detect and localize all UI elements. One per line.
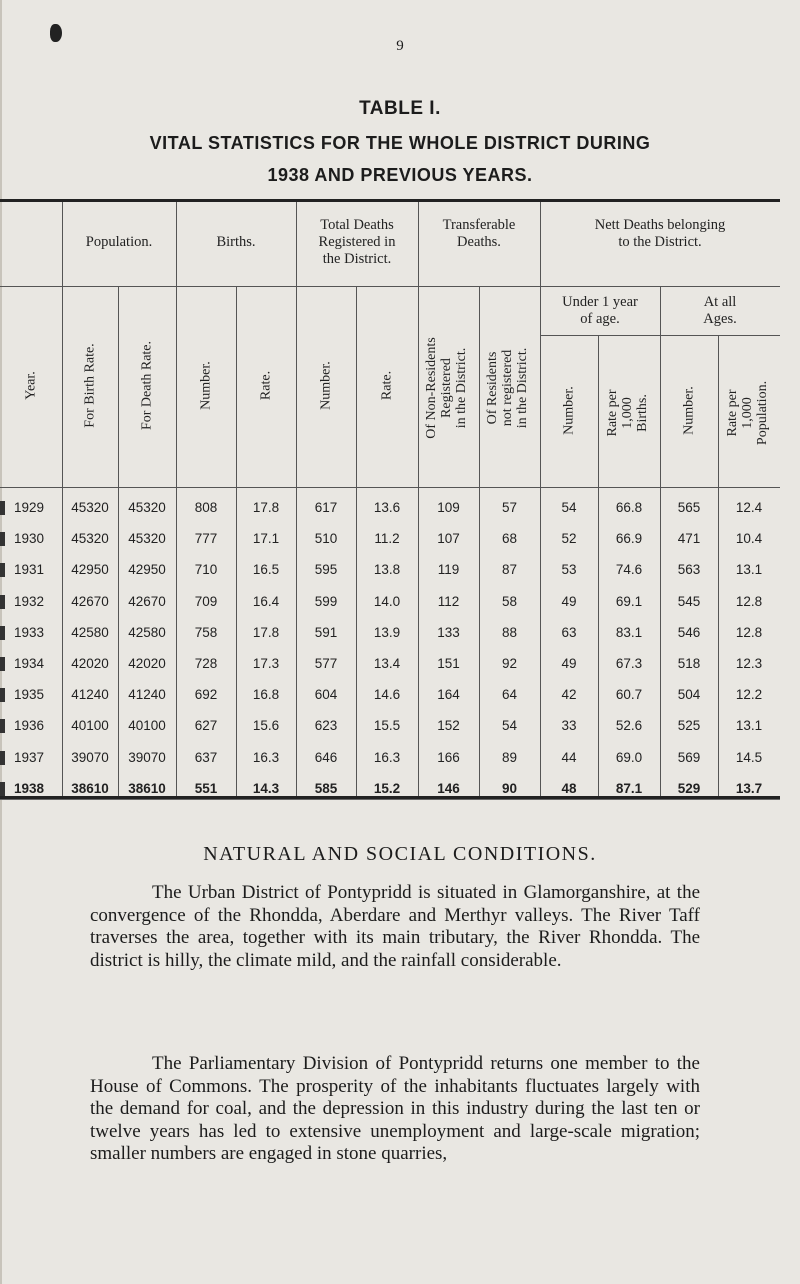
margin-mark — [0, 751, 5, 765]
body-divider — [0, 487, 780, 488]
table-cell: 89 — [501, 749, 518, 765]
table-cell: 49 — [561, 656, 577, 671]
table-cell: 45320 — [128, 500, 166, 515]
table-cell: 90 — [501, 780, 518, 796]
table-cell: 40100 — [128, 718, 166, 734]
table-cell: 152 — [437, 718, 460, 734]
paragraph: The Parliamentary Division of Pontypridd returns one member to the House of Commons. The prosperity of the inhabitants fluctuates largely with the demand for coal, and the depression in this industry during the last ten or twelve years has led to extensive unemployment and large-scale migration; smaller numbers are engaged in stone quarries, — [90, 1053, 700, 1164]
table-cell: 709 — [194, 593, 218, 609]
table-cell: 42 — [561, 687, 577, 703]
year-cell: 1931 — [14, 562, 45, 578]
table-cell: 39070 — [128, 749, 166, 765]
table-cell: 133 — [437, 624, 460, 640]
table-title: TABLE I. — [359, 98, 441, 119]
year-cell: 1936 — [14, 718, 45, 734]
table-cell: 546 — [677, 624, 701, 640]
year-cell: 1938 — [14, 780, 45, 796]
under-1-year-header: Under 1 year of age. — [562, 294, 638, 327]
margin-mark — [0, 501, 5, 515]
table-cell: 15.2 — [373, 780, 401, 796]
table-cell: 60.7 — [615, 687, 643, 703]
page-number: 9 — [396, 38, 404, 54]
page-edge — [0, 0, 2, 1284]
table-cell: 40100 — [71, 718, 109, 734]
table-cell: 39070 — [71, 749, 109, 765]
table-cell: 44 — [561, 749, 577, 765]
year-cell: 1935 — [14, 687, 45, 703]
margin-mark — [0, 782, 5, 796]
year-col-header: Year. — [23, 371, 39, 400]
table-cell: 48 — [561, 780, 577, 796]
birth-rate-col-header: For Birth Rate. — [82, 343, 98, 428]
table-cell: 68 — [501, 531, 518, 547]
table-cell: 565 — [677, 500, 701, 515]
table-cell: 66.9 — [615, 531, 643, 547]
table-cell: 585 — [314, 780, 338, 796]
table-cell: 14.3 — [252, 780, 280, 796]
col-divider — [540, 202, 541, 796]
table-bottom-subrule — [0, 799, 780, 800]
table-cell: 92 — [501, 656, 518, 671]
deaths-rate-col-header: Rate. — [379, 370, 395, 401]
table-cell: 692 — [194, 687, 218, 703]
table-cell: 42020 — [71, 656, 109, 671]
table-cell: 551 — [194, 780, 218, 796]
table-cell: 16.3 — [373, 749, 401, 765]
table-cell: 599 — [314, 593, 338, 609]
table-cell: 151 — [437, 656, 460, 671]
table-cell: 42670 — [71, 593, 109, 609]
births-header: Births. — [216, 234, 256, 250]
table-cell: 69.0 — [615, 749, 643, 765]
non-residents-col-header: Of Non-Residents Registered in the District. — [424, 337, 469, 439]
births-rate-col-header: Rate. — [258, 370, 274, 401]
table-cell: 13.6 — [373, 500, 401, 515]
table-cell: 777 — [194, 531, 218, 547]
table-cell: 146 — [437, 780, 460, 796]
table-cell: 14.6 — [373, 687, 401, 703]
table-cell: 518 — [677, 656, 701, 671]
table-cell: 17.8 — [252, 500, 280, 515]
table-cell: 66.8 — [615, 500, 643, 515]
table-cell: 109 — [437, 500, 460, 515]
table-cell: 42580 — [128, 624, 166, 640]
year-cell: 1929 — [14, 500, 45, 515]
table-cell: 710 — [194, 562, 218, 578]
table-cell: 38610 — [71, 780, 109, 796]
table-cell: 16.4 — [252, 593, 280, 609]
table-top-rule — [0, 199, 780, 202]
table-cell: 87 — [501, 562, 518, 578]
table-cell: 14.0 — [373, 593, 401, 609]
table-cell: 83.1 — [615, 624, 643, 640]
paragraph: The Urban District of Pontypridd is situated in Glamorganshire, at the convergence of the Rhondda, Aberdare and Merthyr valleys. The River Taff traverses the area, together with its main tributary, the River Rhondda. The district is hilly, the climate mild, and the rainfall considerable. — [90, 882, 700, 971]
table-cell: 49 — [561, 593, 577, 609]
margin-mark — [0, 626, 5, 640]
transferable-deaths-header: Transferable Deaths. — [442, 217, 516, 250]
table-cell: 54 — [501, 718, 518, 734]
table-cell: 13.1 — [735, 718, 763, 734]
table-cell: 107 — [437, 531, 460, 547]
table-cell: 604 — [314, 687, 338, 703]
table-cell: 504 — [677, 687, 701, 703]
residents-col-header: Of Residents not registered in the District. — [485, 347, 530, 429]
table-cell: 88 — [501, 624, 518, 640]
table-cell: 45320 — [128, 531, 166, 547]
table-cell: 11.2 — [374, 531, 400, 547]
table-cell: 617 — [314, 500, 338, 515]
table-cell: 627 — [194, 718, 218, 734]
births-number-col-header: Number. — [198, 361, 214, 410]
margin-mark — [0, 532, 5, 546]
table-cell: 38610 — [128, 780, 166, 796]
table-cell: 52 — [561, 531, 577, 547]
table-cell: 17.1 — [252, 531, 280, 547]
table-cell: 119 — [437, 562, 460, 578]
table-cell: 17.3 — [252, 656, 280, 671]
table-cell: 41240 — [71, 687, 109, 703]
table-cell: 13.1 — [735, 562, 763, 578]
table-cell: 563 — [677, 562, 701, 578]
total-deaths-header: Total Deaths Registered in the District. — [318, 217, 396, 267]
nett-deaths-header: Nett Deaths belonging to the District. — [594, 217, 726, 250]
table-cell: 164 — [437, 687, 460, 703]
all-ages-header: At all Ages. — [703, 294, 737, 327]
table-cell: 33 — [561, 718, 577, 734]
col-divider — [176, 202, 177, 796]
all-rate-col-header: Rate per 1,000 Population. — [725, 380, 770, 446]
table-cell: 166 — [437, 749, 460, 765]
table-cell: 42580 — [71, 624, 109, 640]
table-cell: 623 — [314, 718, 338, 734]
table-cell: 510 — [314, 531, 338, 547]
table-cell: 15.6 — [252, 718, 280, 734]
table-cell: 12.3 — [735, 656, 763, 671]
year-cell: 1932 — [14, 593, 45, 609]
table-cell: 74.6 — [615, 562, 643, 578]
all-number-col-header: Number. — [681, 386, 697, 435]
table-cell: 14.5 — [735, 749, 763, 765]
table-cell: 54 — [561, 500, 577, 515]
table-cell: 13.8 — [373, 562, 401, 578]
year-cell: 1934 — [14, 656, 45, 671]
table-cell: 637 — [194, 749, 218, 765]
margin-mark — [0, 595, 5, 609]
table-cell: 525 — [677, 718, 701, 734]
margin-mark — [0, 719, 5, 733]
table-cell: 595 — [314, 562, 338, 578]
table-cell: 15.5 — [373, 718, 401, 734]
table-cell: 52.6 — [615, 718, 643, 734]
table-subtitle-line-1: VITAL STATISTICS FOR THE WHOLE DISTRICT DURING — [149, 133, 651, 153]
table-cell: 758 — [194, 624, 218, 640]
table-cell: 42020 — [128, 656, 166, 671]
table-cell: 45320 — [71, 531, 109, 547]
table-cell: 67.3 — [615, 656, 643, 671]
table-cell: 545 — [677, 593, 701, 609]
table-cell: 808 — [194, 500, 218, 515]
table-cell: 16.8 — [252, 687, 280, 703]
table-cell: 42950 — [71, 562, 109, 578]
table-cell: 41240 — [128, 687, 166, 703]
margin-mark — [0, 563, 5, 577]
margin-mark — [0, 688, 5, 702]
year-cell: 1933 — [14, 624, 45, 640]
table-cell: 529 — [677, 780, 701, 796]
table-cell: 12.2 — [735, 687, 763, 703]
table-cell: 17.8 — [252, 624, 280, 640]
section-heading: NATURAL AND SOCIAL CONDITIONS. — [203, 843, 597, 865]
col-divider — [296, 202, 297, 796]
year-cell: 1937 — [14, 749, 45, 765]
table-cell: 42950 — [128, 562, 166, 578]
col-divider — [62, 202, 63, 796]
table-cell: 112 — [437, 593, 460, 609]
table-cell: 16.5 — [252, 562, 280, 578]
table-cell: 64 — [501, 687, 518, 703]
table-subtitle-line-2: 1938 AND PREVIOUS YEARS. — [267, 165, 533, 185]
infant-number-col-header: Number. — [561, 386, 577, 435]
table-cell: 591 — [314, 624, 338, 640]
table-cell: 13.9 — [373, 624, 401, 640]
deaths-number-col-header: Number. — [318, 361, 334, 410]
margin-mark — [0, 657, 5, 671]
table-cell: 87.1 — [615, 780, 643, 796]
table-cell: 577 — [314, 656, 338, 671]
table-cell: 16.3 — [252, 749, 280, 765]
table-cell: 53 — [561, 562, 577, 578]
table-cell: 45320 — [71, 500, 109, 515]
table-cell: 63 — [561, 624, 577, 640]
table-cell: 10.4 — [735, 531, 763, 547]
year-cell: 1930 — [14, 531, 45, 547]
header-divider — [0, 286, 780, 287]
table-cell: 728 — [194, 656, 218, 671]
table-cell: 57 — [501, 500, 518, 515]
table-cell: 12.8 — [735, 624, 763, 640]
death-rate-col-header: For Death Rate. — [139, 340, 155, 431]
table-cell: 13.7 — [735, 780, 763, 796]
table-cell: 42670 — [128, 593, 166, 609]
table-cell: 569 — [677, 749, 701, 765]
table-cell: 13.4 — [373, 656, 401, 671]
population-header: Population. — [85, 234, 153, 250]
table-cell: 69.1 — [615, 593, 643, 609]
table-cell: 58 — [501, 593, 518, 609]
table-cell: 12.4 — [735, 500, 763, 515]
table-cell: 646 — [314, 749, 338, 765]
col-divider — [418, 202, 419, 796]
infant-rate-col-header: Rate per 1,000 Births. — [605, 389, 650, 437]
table-cell: 471 — [677, 531, 701, 547]
table-cell: 12.8 — [735, 593, 763, 609]
